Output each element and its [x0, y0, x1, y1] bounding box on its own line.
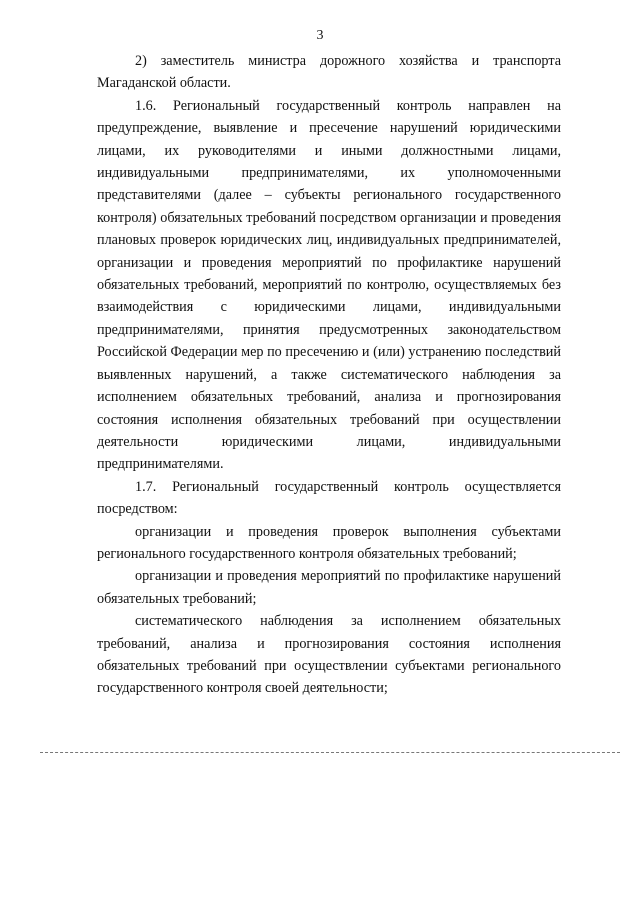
list-item-inspections: организации и проведения проверок выполнения субъектами регионального государственного контроля обязательных требований; [97, 523, 561, 562]
page-number: 3 [316, 28, 324, 43]
document-body [97, 50, 561, 700]
list-item-prevention: организации и проведения мероприятий по профилактике нарушений обязательных требований; [97, 568, 561, 607]
paragraph-deputy-minister: 2) заместитель министра дорожного хозяйства и транспорта Магаданской области. [97, 53, 561, 92]
list-item-monitoring: систематического наблюдения за исполнением обязательных требований, анализа и прогнозирования состояния исполнения обязательных требований при осуществлении субъектами регионального государственного контроля своей деятельности; [97, 613, 561, 697]
paragraph-1-6: 1.6. Региональный государственный контроль направлен на предупреждение, выявление и пресечение нарушений юридическими лицами, их руководителями и иными должностными лицами, индивидуальными предпринимателями, их уполномоченными представителями (далее – субъекты регионального государственного контроля) обязательных требований посредством организации и проведения плановых проверок юридических лиц, индивидуальных предпринимателей, организации и проведения мероприятий по профилактике нарушений обязательных требований, мероприятий по контролю, осуществляемых без взаимодействия с юридическими лицами, индивидуальными предпринимателями, принятия предусмотренных законодательством Российской Федерации мер по пресечению и (или) устранению последствий выявленных нарушений, а также систематического наблюдения за исполнением обязательных требований, анализа и прогнозирования состояния исполнения обязательных требований при осуществлении деятельности юридическими лицами, индивидуальными предпринимателями. [97, 97, 561, 473]
paragraph-1-7: 1.7. Региональный государственный контроль осуществляется посредством: [97, 478, 561, 518]
footer-divider [40, 752, 620, 753]
